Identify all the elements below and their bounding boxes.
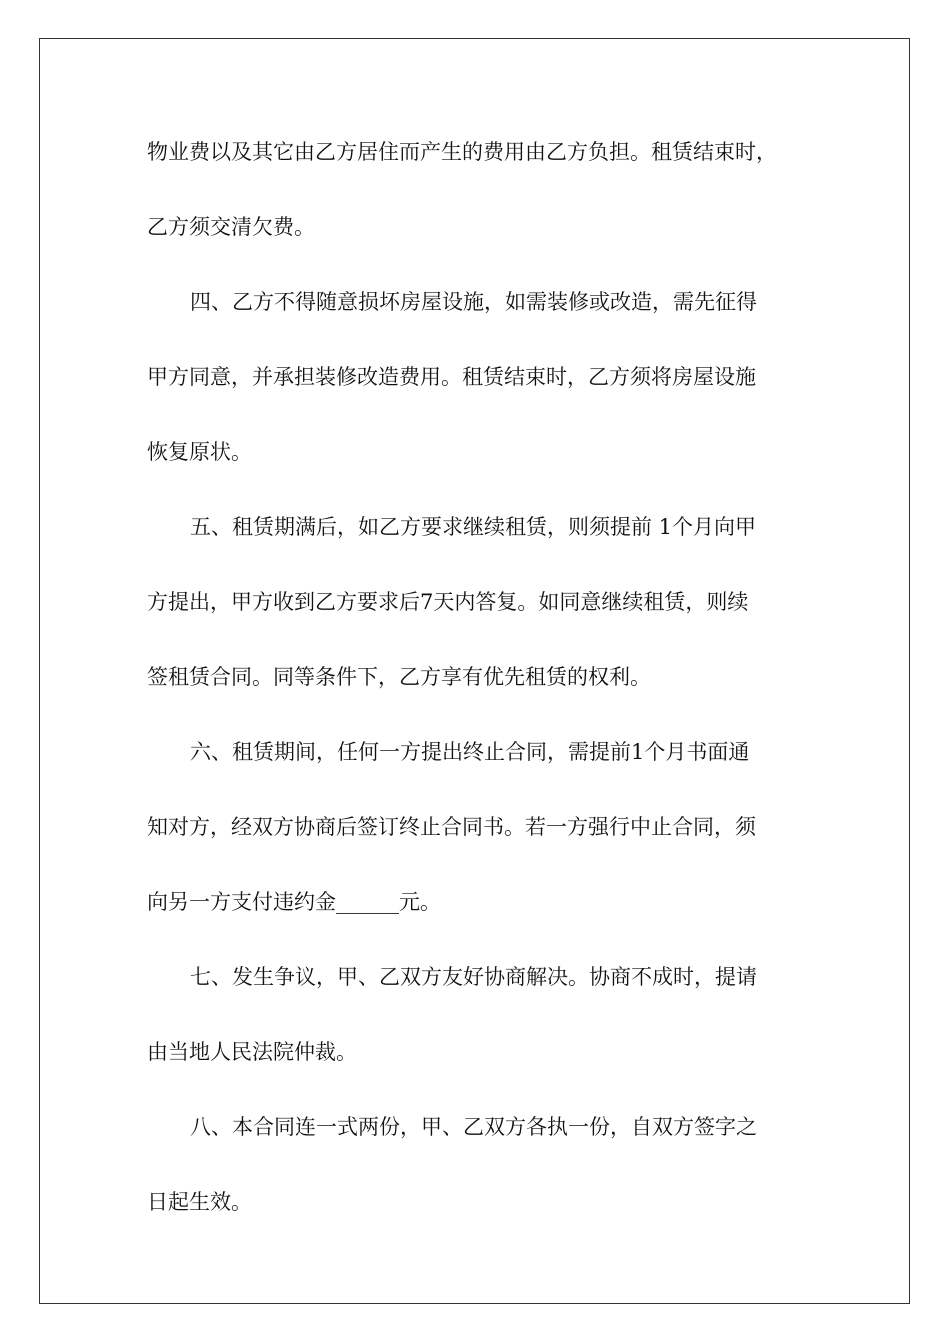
text-line: 物业费以及其它由乙方居住而产生的费用由乙方负担。租赁结束时， xyxy=(147,140,777,164)
text-line: 由当地人民法院仲裁。 xyxy=(147,1040,357,1064)
clause-7-line: 七、发生争议，甲、乙双方友好协商解决。协商不成时，提请 xyxy=(190,965,757,989)
text-line: 签租赁合同。同等条件下，乙方享有优先租赁的权利。 xyxy=(147,665,651,689)
text-line: 恢复原状。 xyxy=(147,440,252,464)
clause-8-line: 八、本合同连一式两份，甲、乙双方各执一份，自双方签字之 xyxy=(190,1115,757,1139)
text-line: 向另一方支付违约金______元。 xyxy=(147,890,441,914)
clause-4-line: 四、乙方不得随意损坏房屋设施，如需装修或改造，需先征得 xyxy=(190,290,757,314)
clause-6-line: 六、租赁期间，任何一方提出终止合同，需提前1个月书面通 xyxy=(190,740,750,764)
text-line: 甲方同意，并承担装修改造费用。租赁结束时，乙方须将房屋设施 xyxy=(147,365,756,389)
text-line: 方提出，甲方收到乙方要求后7天内答复。如同意继续租赁，则续 xyxy=(147,590,749,614)
clause-5-line: 五、租赁期满后，如乙方要求继续租赁，则须提前 1个月向甲 xyxy=(190,515,757,539)
text-line: 知对方，经双方协商后签订终止合同书。若一方强行中止合同，须 xyxy=(147,815,756,839)
text-line: 日起生效。 xyxy=(147,1190,252,1214)
text-line: 乙方须交清欠费。 xyxy=(147,215,315,239)
